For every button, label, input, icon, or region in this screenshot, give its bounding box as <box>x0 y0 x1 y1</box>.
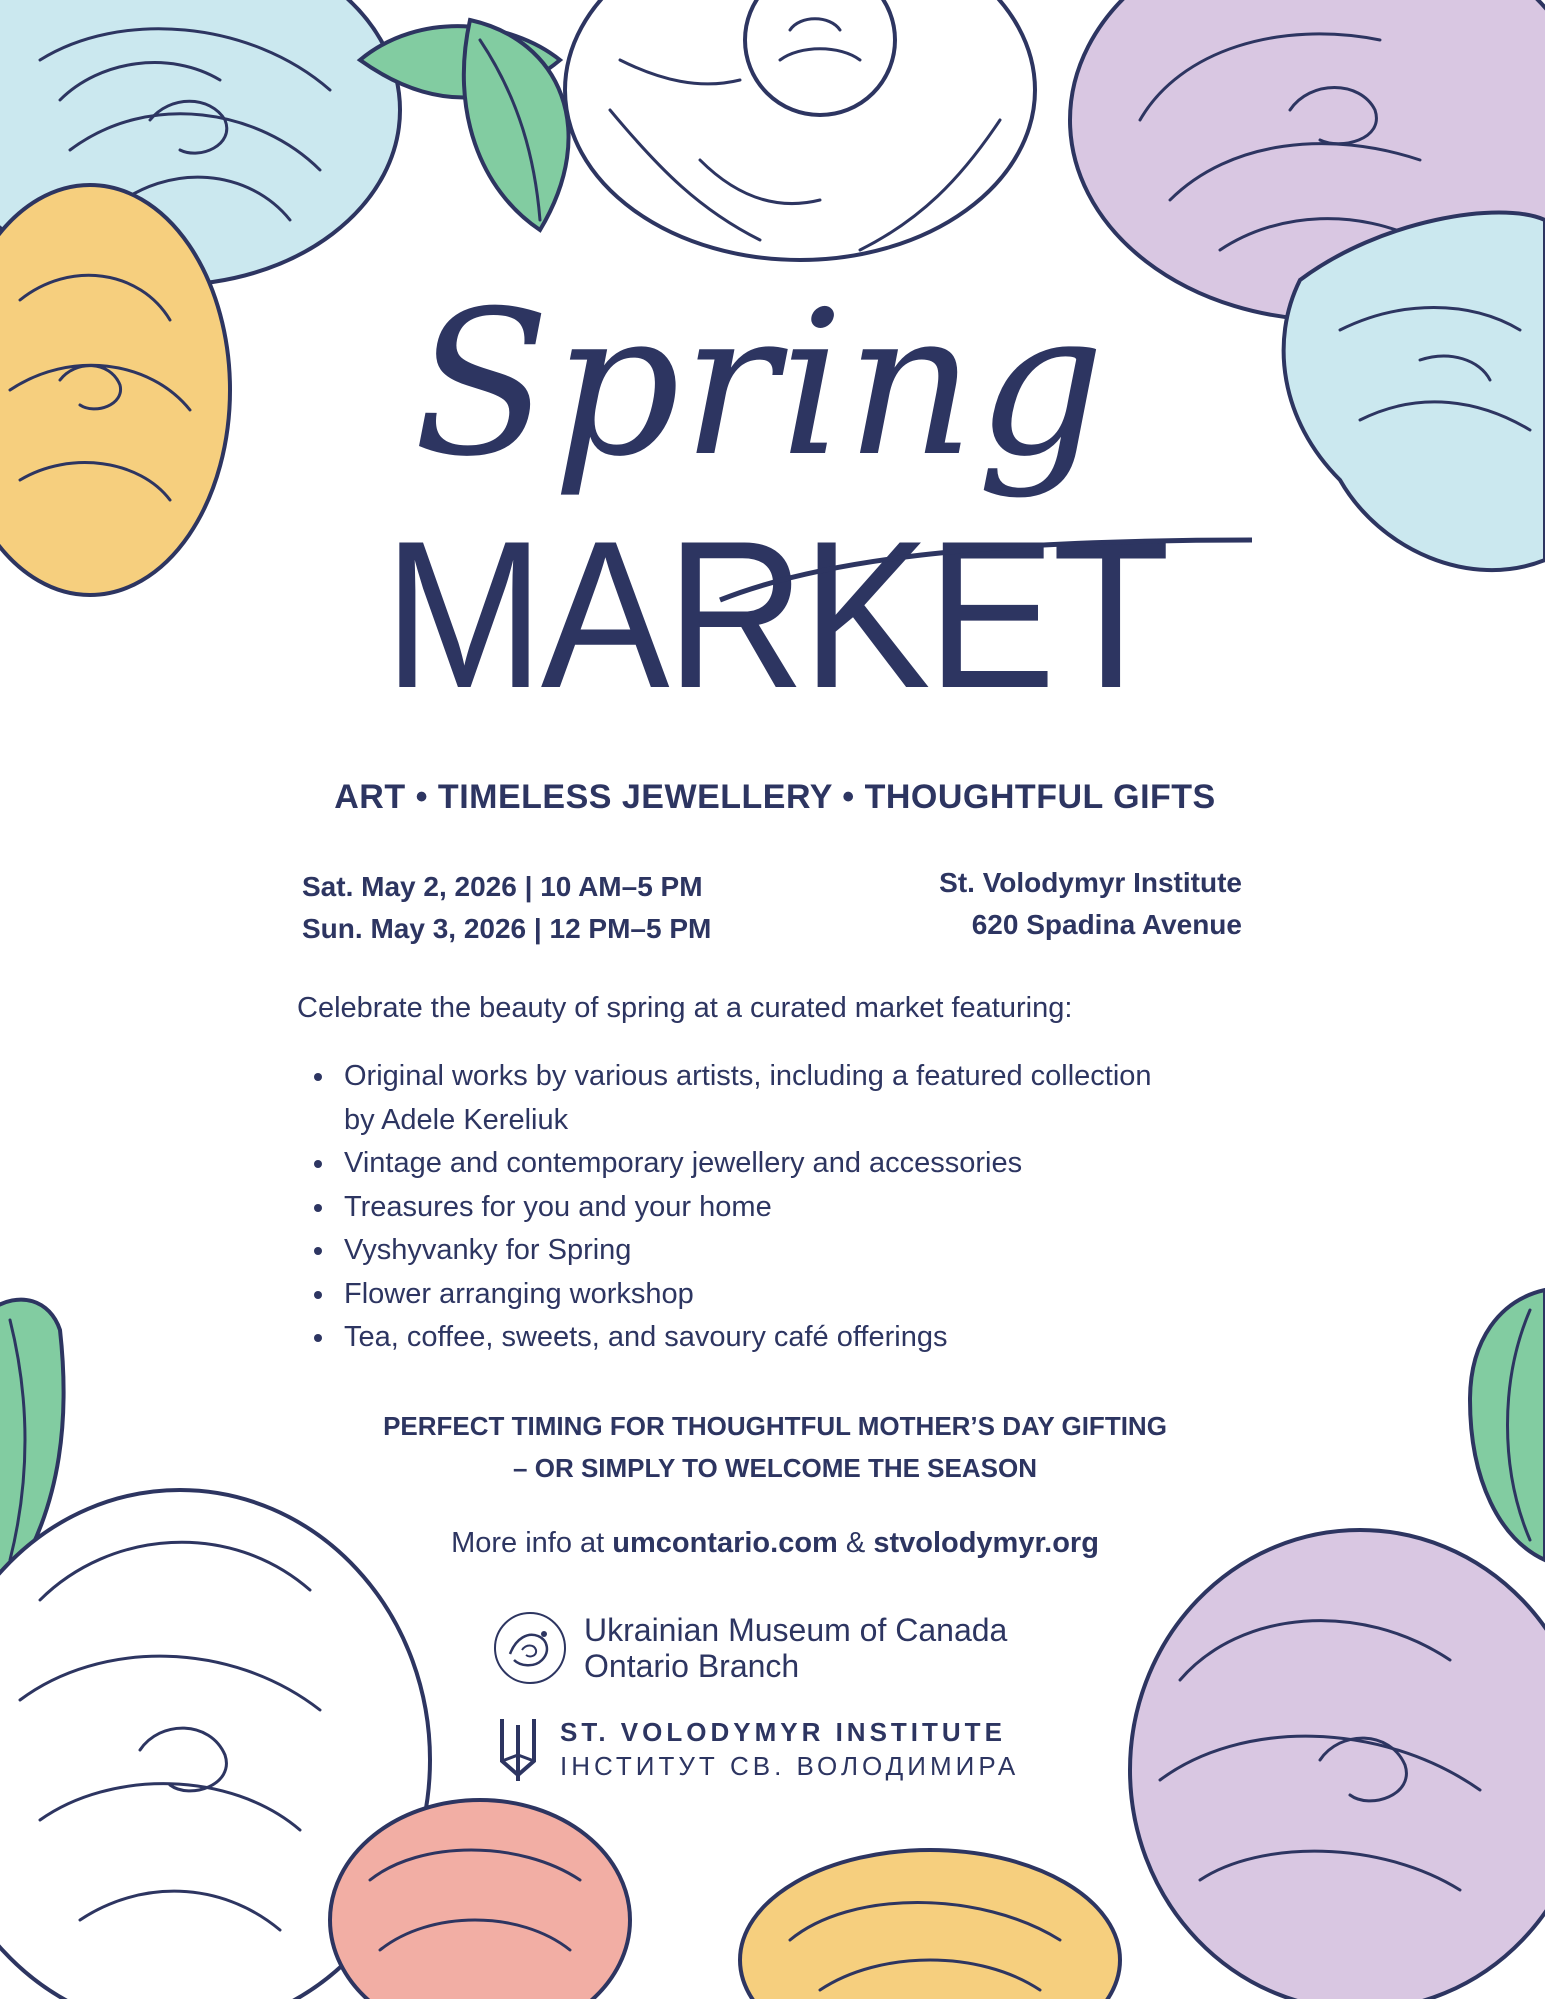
museum-name-line: Ukrainian Museum of Canada <box>584 1612 1008 1648</box>
event-dates <box>302 866 711 950</box>
venue-name: St. Volodymyr Institute <box>939 867 1242 898</box>
more-info-prefix: More info at <box>451 1527 613 1559</box>
promo-line: PERFECT TIMING FOR THOUGHTFUL MOTHER’S DAY GIFTING <box>383 1411 1167 1441</box>
list-item: Vintage and contemporary jewellery and accessories <box>310 1142 1190 1186</box>
more-info-joiner: & <box>837 1527 874 1559</box>
museum-emblem-icon <box>492 1610 568 1686</box>
venue-address: 620 Spadina Avenue <box>971 909 1242 940</box>
yellow-rose-bottom <box>740 1850 1120 1999</box>
website-link-umcontario[interactable]: umcontario.com <box>612 1527 838 1559</box>
website-link-stvolodymyr[interactable]: stvolodymyr.org <box>873 1527 1099 1559</box>
list-item: Treasures for you and your home <box>310 1186 1190 1230</box>
event-location <box>939 862 1242 946</box>
institute-name-en: ST. VOLODYMYR INSTITUTE <box>560 1717 1006 1747</box>
trident-icon <box>496 1715 540 1785</box>
title-main: MARKET <box>383 497 1167 732</box>
list-item: Tea, coffee, sweets, and savoury café offerings <box>310 1316 1190 1360</box>
list-item: Original works by various artists, including a featured collection by Adele Kereliuk <box>310 1055 1190 1142</box>
tagline: ART • TIMELESS JEWELLERY • THOUGHTFUL GIFTS <box>334 778 1216 816</box>
green-leaf-right <box>1470 1290 1545 1560</box>
museum-logo <box>492 1610 1052 1690</box>
features-list <box>310 1055 1190 1360</box>
title-swash-decoration <box>0 0 1545 760</box>
date-line: Sun. May 3, 2026 | 12 PM–5 PM <box>302 913 712 944</box>
institute-logo <box>496 1715 1056 1795</box>
date-line: Sat. May 2, 2026 | 10 AM–5 PM <box>302 871 703 902</box>
intro-text: Celebrate the beauty of spring at a curated market featuring: <box>297 992 1073 1024</box>
promo-message <box>290 1405 1260 1489</box>
title-script: Spring <box>413 268 1107 501</box>
more-info <box>290 1527 1260 1560</box>
institute-name-uk: ІНСТИТУТ СВ. ВОЛОДИМИРА <box>560 1751 1020 1781</box>
museum-name-line: Ontario Branch <box>584 1648 800 1684</box>
list-item: Flower arranging workshop <box>310 1273 1190 1317</box>
purple-rose-bottom-right <box>1130 1530 1545 1999</box>
promo-line: – OR SIMPLY TO WELCOME THE SEASON <box>513 1453 1037 1483</box>
museum-name <box>584 1612 1007 1684</box>
list-item: Vyshyvanky for Spring <box>310 1229 1190 1273</box>
